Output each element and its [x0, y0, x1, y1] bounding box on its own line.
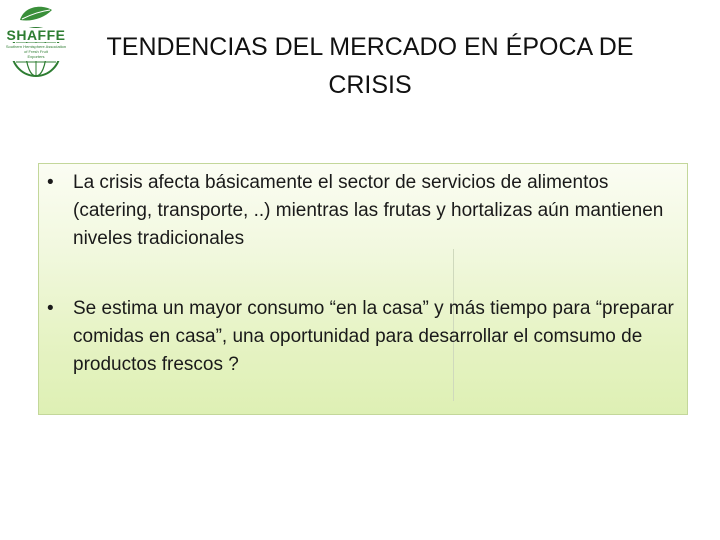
list-item [47, 295, 679, 379]
content-box [38, 163, 688, 415]
svg-text:Southern Hemisphere Associatio: Southern Hemisphere Association [5, 44, 67, 49]
bullet-text: La crisis afecta básicamente el sector de servicios de alimentos (catering, transporte, ..) mientras las frutas y hortalizas aún mantienen niveles tradicionales [73, 172, 664, 249]
svg-text:SHAFFE: SHAFFE [6, 27, 66, 43]
globe-logo-icon [2, 2, 70, 78]
svg-text:of Fresh Fruit: of Fresh Fruit [24, 49, 48, 54]
bullet-text: Se estima un mayor consumo “en la casa” y más tiempo para “preparar comidas en casa”, una oportunidad para desarrollar el comsumo de productos frescos ? [73, 298, 674, 375]
slide-title: TENDENCIAS DEL MERCADO EN ÉPOCA DE CRISIS [106, 33, 634, 99]
shaffe-logo [2, 2, 70, 78]
bullet-marker: • [47, 172, 54, 193]
list-item [47, 169, 679, 253]
bullet-marker: • [47, 298, 54, 319]
svg-text:Exporters: Exporters [27, 54, 45, 59]
